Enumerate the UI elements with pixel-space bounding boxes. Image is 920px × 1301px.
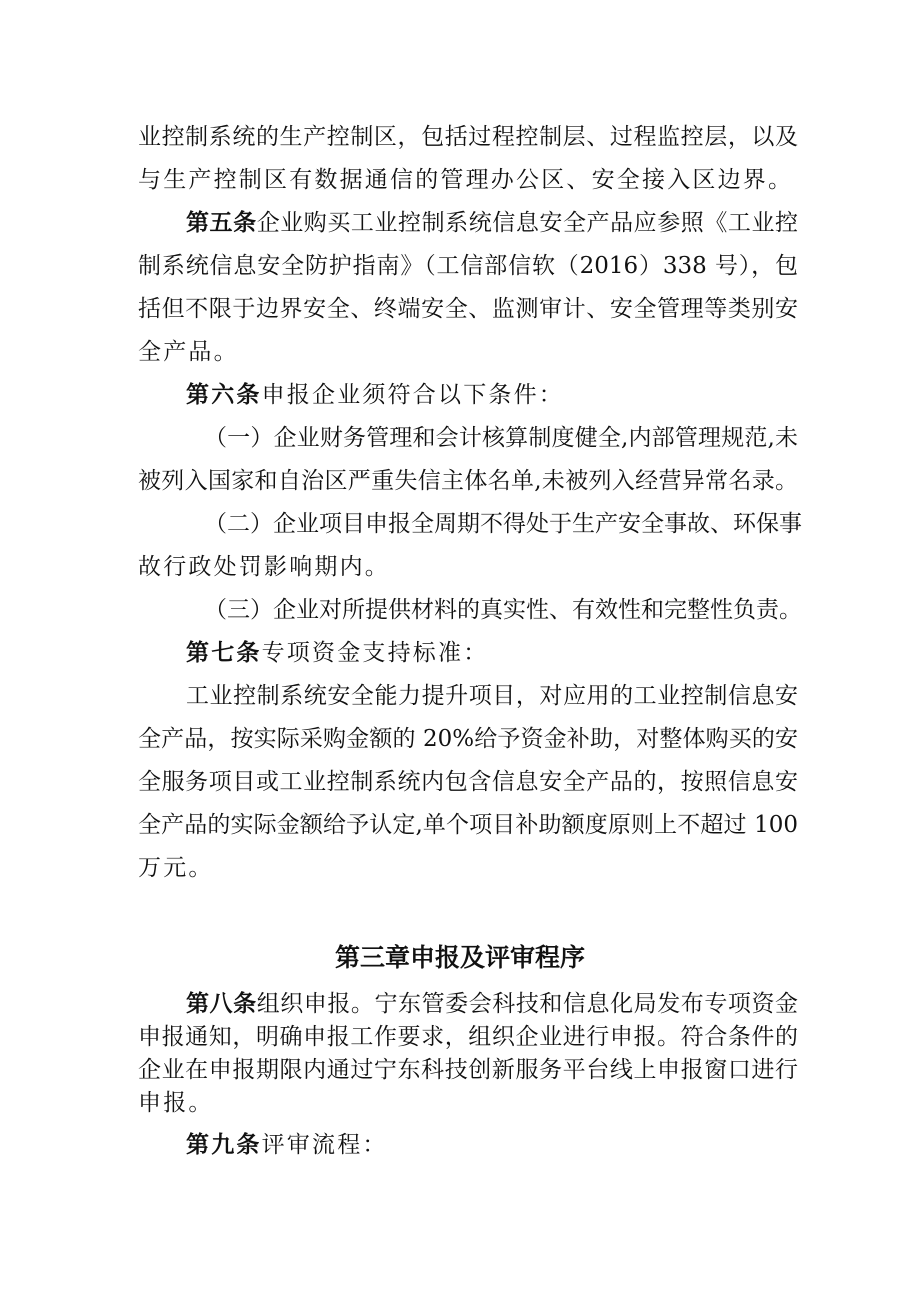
list-item-1: （一）企业财务管理和会计核算制度健全,内部管理规范,未 xyxy=(204,425,798,451)
article-8-line xyxy=(186,990,798,1018)
paragraph-line: 万元。 xyxy=(138,855,214,881)
article-5-text: 企业购买工业控制系统信息安全产品应参照《工业控 xyxy=(256,210,799,236)
list-item-2: （二）企业项目申报全周期不得处于生产安全事故、环保事 xyxy=(204,511,802,537)
paragraph-line: 全产品的实际金额给予认定,单个项目补助额度原则上不超过 100 xyxy=(138,812,798,838)
article-5-label: 第五条 xyxy=(186,210,257,236)
article-8-label: 第八条 xyxy=(186,991,257,1017)
chapter-heading: 第三章申报及评审程序 xyxy=(334,943,585,972)
paragraph-line: 被列入国家和自治区严重失信主体名单,未被列入经营异常名录。 xyxy=(138,468,798,494)
article-8-text: 组织申报。宁东管委会科技和信息化局发布专项资金 xyxy=(256,991,799,1017)
article-9-line xyxy=(186,1130,798,1160)
paragraph-line: 企业在申报期限内通过宁东科技创新服务平台线上申报窗口进行 xyxy=(138,1057,798,1083)
list-item-3: （三）企业对所提供材料的真实性、有效性和完整性负责。 xyxy=(204,597,802,623)
article-9-label: 第九条 xyxy=(186,1132,262,1158)
paragraph-line: 制系统信息安全防护指南》（工信部信软（2016）338 号），包 xyxy=(138,253,798,279)
article-5-line xyxy=(186,208,798,238)
paragraph-line: 业控制系统的生产控制区，包括过程控制层、过程监控层，以及 xyxy=(138,124,798,150)
article-7-label: 第七条 xyxy=(186,640,262,666)
paragraph-line: 与生产控制区有数据通信的管理办公区、安全接入区边界。 xyxy=(138,167,794,193)
paragraph-line: 全产品。 xyxy=(138,339,239,365)
paragraph-line: 全服务项目或工业控制系统内包含信息安全产品的，按照信息安 xyxy=(138,769,798,795)
paragraph-line: 括但不限于边界安全、终端安全、监测审计、安全管理等类别安 xyxy=(138,296,798,322)
article-7-text: 专项资金支持标准： xyxy=(261,640,489,666)
article-6-line xyxy=(186,380,798,410)
article-6-label: 第六条 xyxy=(186,382,262,408)
paragraph-line: 工业控制系统安全能力提升项目，对应用的工业控制信息安 xyxy=(186,683,798,709)
paragraph-line: 全产品，按实际采购金额的 20%给予资金补助，对整体购买的安 xyxy=(138,726,798,752)
paragraph-line: 申报。 xyxy=(138,1090,214,1116)
paragraph-line: 申报通知，明确申报工作要求，组织企业进行申报。符合条件的 xyxy=(138,1024,798,1050)
article-9-text: 评审流程： xyxy=(261,1132,388,1158)
paragraph-line: 故行政处罚影响期内。 xyxy=(138,554,390,580)
article-6-text: 申报企业须符合以下条件： xyxy=(261,382,565,408)
article-7-line xyxy=(186,638,798,668)
